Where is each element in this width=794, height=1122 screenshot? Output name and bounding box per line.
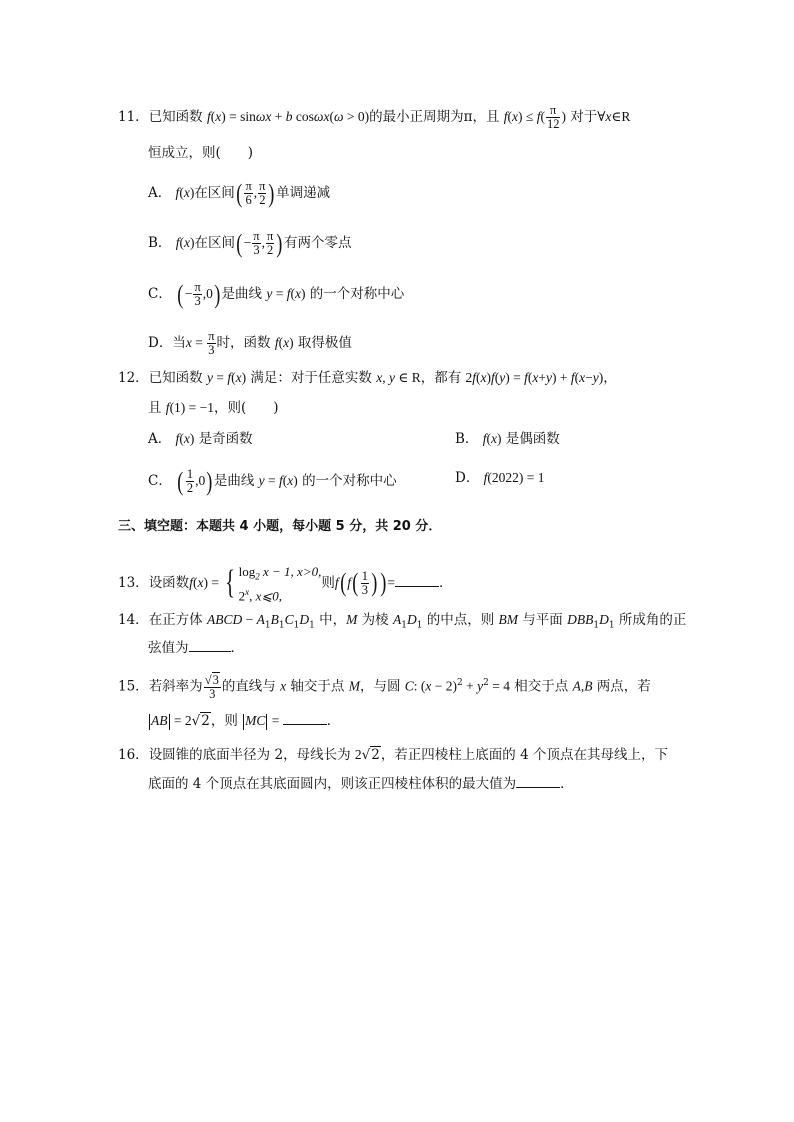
q11-text-b: 的最小正周期为π，且 bbox=[369, 109, 500, 125]
q11-option-d: D．当x = $\frac{\pi}{3}$ 时，函数 f(x) 取得极值 bbox=[148, 329, 352, 357]
q11-option-d-pre: 当 bbox=[172, 335, 186, 351]
q11-text-c: 对于∀x∈R bbox=[570, 109, 631, 125]
q12-equation: 2f(x)f(y) = f(x+y) + f(x−y) bbox=[465, 370, 604, 385]
q12-line1: 12．已知函数 y = f(x) 满足：对于任意实数 x, y ∈ R，都有 2f(x)f(y) = f(x+y) + f(x−y)， bbox=[118, 370, 617, 386]
q11-option-a-pre: 在区间 bbox=[194, 185, 235, 201]
q14-line1: 14．在正方体 ABCD − $A_1B_1C_1D_1$ 中，M 为棱 $A_1D_1$ 的中点，则 BM 与平面 $DBB_1D_1$ 所成角的正 bbox=[118, 612, 687, 631]
q12-option-c: C． ( $\frac{1}{2}$ ,0)是曲线 y = f(x) 的一个对称中心 bbox=[148, 466, 397, 496]
q16-line2: 底面的 4 个顶点在其底面圆内，则该正四棱柱体积的最大值为 ． bbox=[148, 776, 574, 792]
q11-option-c-label: C． bbox=[148, 286, 172, 302]
q12-option-b: B． f(x) 是偶函数 bbox=[455, 431, 560, 447]
q13-piecewise: $\log_2 x - 1$, x>0, 2$^x$, x⩽0, bbox=[238, 564, 322, 603]
q11-option-b-label: B． bbox=[148, 235, 172, 251]
q12-option-b-label: B． bbox=[455, 431, 479, 447]
q15-line1: 15．若斜率为 $\frac{√3}{3}$ 的直线与 x 轴交于点 M，与圆 C: $(x - 2)^2 + y^2 = 4$ 相交于点 A,B 两点，若 bbox=[118, 672, 651, 701]
q11-option-c: C． (− $\frac{\pi}{3}$ ,0)是曲线 y = f(x) 的一个对称中心 bbox=[148, 279, 405, 309]
q11-option-b-pre: 在区间 bbox=[194, 235, 235, 251]
q11-formula: f(x) = sinωx + b cosωx(ω > 0) bbox=[206, 109, 370, 124]
q11-option-d-label: D． bbox=[148, 335, 173, 351]
q12-option-d-label: D． bbox=[455, 470, 480, 486]
q11-line2: 恒成立，则( ) bbox=[148, 145, 254, 161]
q12-number: 12． bbox=[118, 370, 149, 386]
q11-option-a: A． f(x)在区间( $\frac{\pi}{6}$ , $\frac{\pi}{2}$ )单调递减 bbox=[148, 178, 331, 208]
q11-text-a: 已知函数 bbox=[148, 109, 203, 125]
q11-option-a-post: 单调递减 bbox=[276, 185, 331, 201]
q11-option-d-post: 时，函数 f(x) 取得极值 bbox=[216, 335, 352, 351]
q16-line1: 16．设圆锥的底面半径为 2，母线长为 2√2，若正四棱柱上底面的 4 个顶点在其母线上，下 bbox=[118, 747, 668, 763]
q13-answer-blank[interactable] bbox=[395, 574, 439, 587]
q15-answer-blank[interactable] bbox=[283, 712, 327, 725]
q12-line2: 且 f(1) = −1，则( ) bbox=[148, 400, 279, 416]
q11-line1 bbox=[118, 104, 630, 131]
q14-answer-blank[interactable] bbox=[189, 639, 231, 652]
q11-option-c-post: 是曲线 y = f(x) 的一个对称中心 bbox=[221, 286, 405, 302]
q11-option-b: B． f(x)在区间(− $\frac{\pi}{3}$ , $\frac{\pi}{2}$ )有两个零点 bbox=[148, 228, 352, 258]
q13-pre: 设函数 bbox=[148, 574, 190, 591]
q16-answer-blank[interactable] bbox=[516, 775, 560, 788]
q11-option-a-label: A． bbox=[148, 185, 172, 201]
q13-number: 13． bbox=[118, 574, 149, 591]
q12-option-c-label: C． bbox=[148, 473, 172, 489]
q14-number: 14． bbox=[118, 612, 149, 628]
q12-option-d: D． f(2022) = 1 bbox=[455, 470, 545, 486]
q16-number: 16． bbox=[118, 747, 149, 763]
q13-mid: 则 bbox=[321, 574, 335, 591]
q11-ineq: f(x) ≤ f( $\frac{\pi}{12}$ ) bbox=[503, 103, 566, 131]
q14-line2: 弦值为 ． bbox=[148, 640, 244, 656]
q12-option-a-label: A． bbox=[148, 431, 172, 447]
q11-number: 11． bbox=[118, 109, 149, 125]
q11-option-b-post: 有两个零点 bbox=[283, 235, 352, 251]
q15-number: 15． bbox=[118, 678, 149, 695]
section-3-title: 三、填空题：本题共 4 小题，每小题 5 分，共 20 分． bbox=[118, 519, 442, 534]
q13-line: 13．设函数f(x) = { $\log_2 x - 1$, x>0, 2$^x$, x⩽0, 则f(f( $\frac{1}{3}$ ) )= ． bbox=[118, 564, 453, 603]
q12-option-a: A． f(x) 是奇函数 bbox=[148, 431, 253, 447]
q15-line2: AB = 2√2，则 MC = ． bbox=[151, 713, 341, 729]
